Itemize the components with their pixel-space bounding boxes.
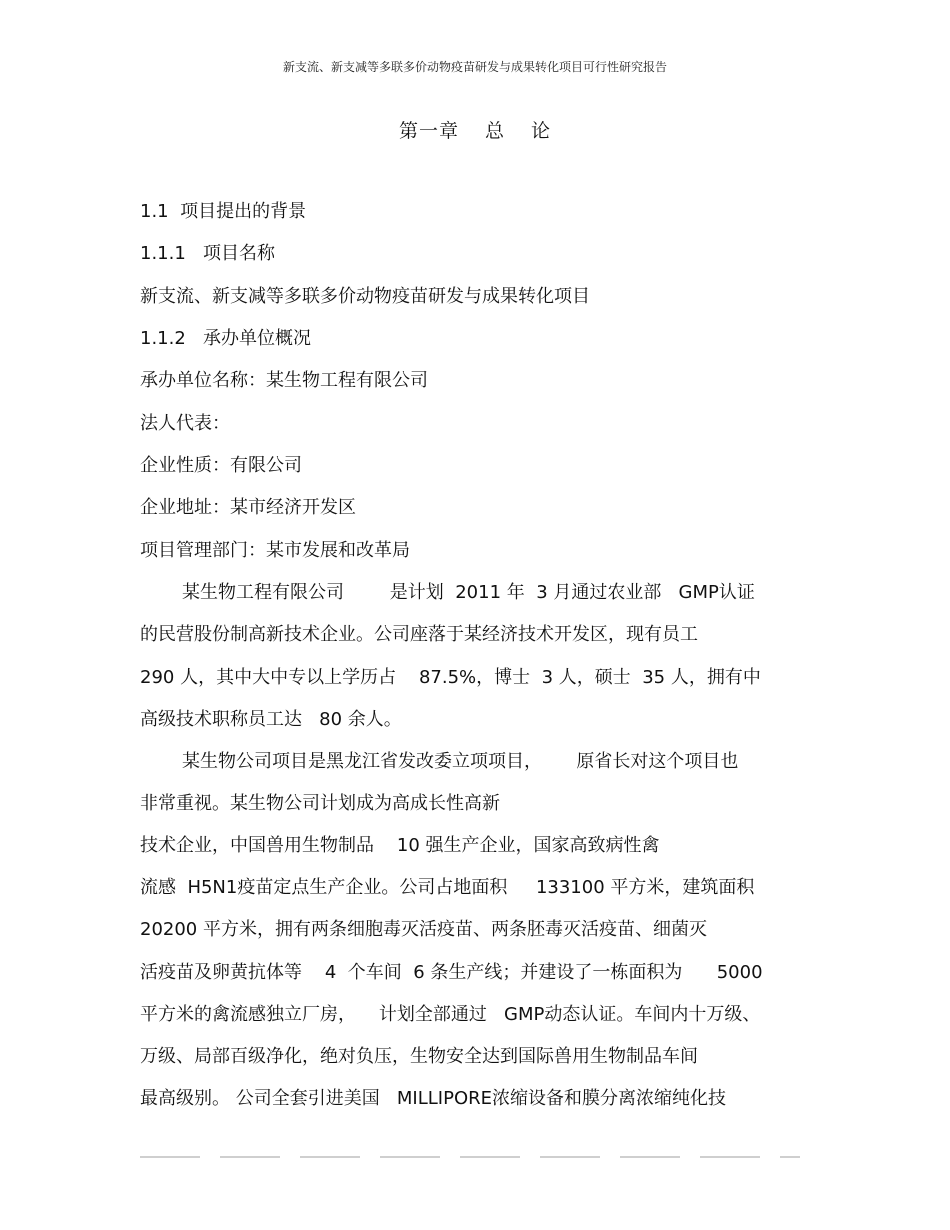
- paragraph-2-line-5: 20200 平方米，拥有两条细胞毒灭活疫苗、两条胚毒灭活疫苗、细菌灭: [140, 919, 707, 940]
- paragraph-2-line-7: 平方米的禽流感独立厂房， 计划全部通过 GMP动态认证。车间内十万级、: [140, 1004, 761, 1025]
- enterprise-address: 企业地址：某市经济开发区: [140, 497, 356, 518]
- paragraph-2-line-3: 技术企业，中国兽用生物制品 10 强生产企业，国家高致病性禽: [140, 835, 660, 856]
- paragraph-1-line-4: 高级技术职称员工达 80 余人。: [140, 709, 402, 730]
- chapter-title-char-1: 总: [484, 120, 505, 142]
- chapter-number: 第一章: [398, 120, 459, 142]
- chapter-title: [0, 116, 950, 143]
- paragraph-1-line-2: 的民营股份制高新技术企业。公司座落于某经济技术开发区，现有员工: [140, 624, 698, 645]
- management-department: 项目管理部门：某市发展和改革局: [140, 540, 410, 561]
- paragraph-2-line-8: 万级、局部百级净化，绝对负压，生物安全达到国际兽用生物制品车间: [140, 1046, 698, 1067]
- project-name: 新支流、新支减等多联多价动物疫苗研发与成果转化项目: [140, 286, 590, 307]
- running-header: 新支流、新支减等多联多价动物疫苗研发与成果转化项目可行性研究报告: [282, 60, 667, 74]
- paragraph-2-line-9: 最高级别。 公司全套引进美国 MILLIPORE浓缩设备和膜分离浓缩纯化技: [140, 1088, 726, 1109]
- page-bottom-divider: [140, 1156, 800, 1158]
- enterprise-type: 企业性质：有限公司: [140, 455, 302, 476]
- paragraph-1-line-1: 某生物工程有限公司 是计划 2011 年 3 月通过农业部 GMP认证: [182, 582, 755, 603]
- legal-representative: 法人代表：: [140, 413, 230, 434]
- paragraph-1-line-3: 290 人，其中大中专以上学历占 87.5%，博士 3 人，硕士 35 人，拥有中: [140, 667, 761, 688]
- subsection-heading-1-1-1: 1.1.1 项目名称: [140, 243, 275, 264]
- paragraph-2-line-1: 某生物公司项目是黑龙江省发改委立项项目， 原省长对这个项目也: [182, 751, 739, 772]
- paragraph-2-line-6: 活疫苗及卵黄抗体等 4 个车间 6 条生产线；并建设了一栋面积为 5000: [140, 962, 763, 983]
- chapter-title-char-2: 论: [531, 120, 552, 142]
- organizer-name: 承办单位名称：某生物工程有限公司: [140, 370, 428, 391]
- paragraph-2-line-4: 流感 H5N1疫苗定点生产企业。公司占地面积 133100 平方米，建筑面积: [140, 877, 755, 898]
- subsection-heading-1-1-2: 1.1.2 承办单位概况: [140, 328, 311, 349]
- section-heading-1-1: 1.1 项目提出的背景: [140, 201, 307, 222]
- paragraph-2-line-2: 非常重视。某生物公司计划成为高成长性高新: [140, 793, 500, 814]
